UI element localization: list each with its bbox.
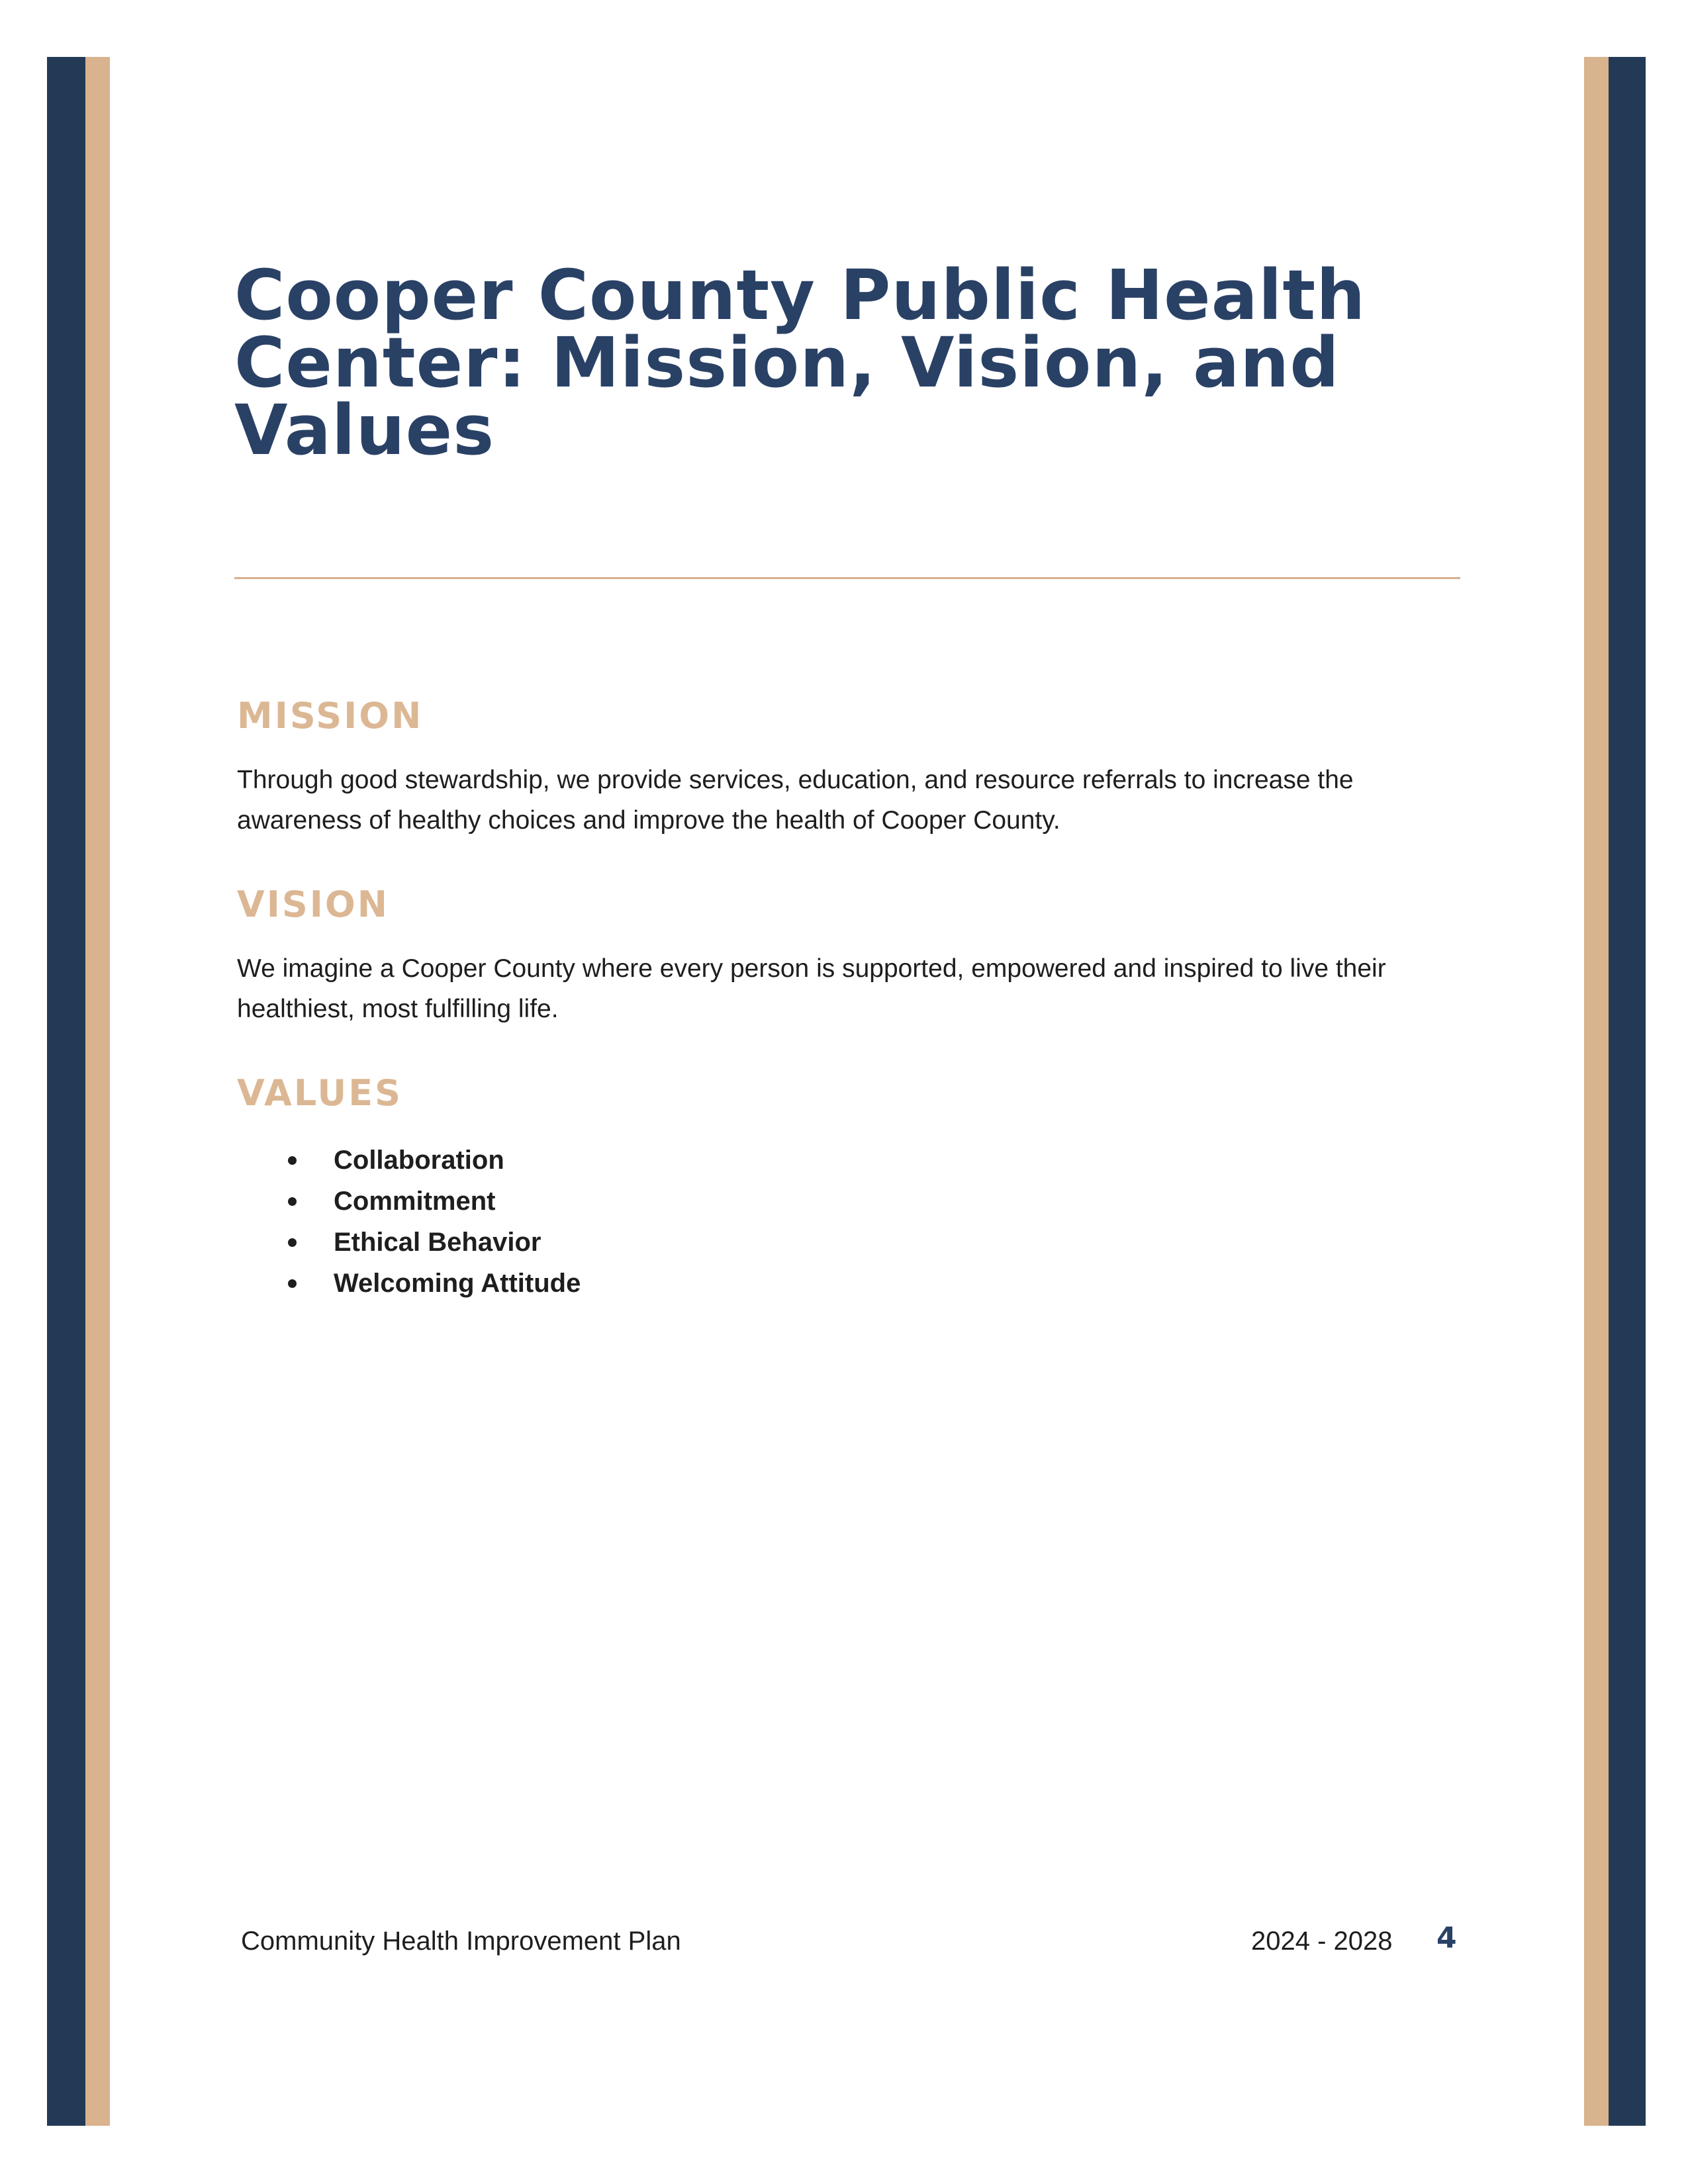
values-list (237, 1140, 581, 1304)
bullet-icon (288, 1279, 297, 1288)
bullet-icon (288, 1238, 297, 1247)
value-label: Welcoming Attitude (334, 1269, 581, 1298)
value-label: Collaboration (334, 1146, 504, 1175)
left-tan-stripe (85, 57, 110, 2126)
value-label: Commitment (334, 1187, 496, 1216)
bullet-icon (288, 1156, 297, 1165)
value-label: Ethical Behavior (334, 1228, 541, 1257)
values-heading: VALUES (237, 1072, 403, 1114)
vision-heading: VISION (237, 884, 389, 925)
list-item (237, 1140, 581, 1181)
footer-plan-name: Community Health Improvement Plan (241, 1927, 681, 1956)
vision-text: We imagine a Cooper County where every person is supported, empowered and inspired to live their healthiest, most fulfilling life. (237, 954, 1386, 1023)
title-divider (234, 577, 1460, 579)
right-tan-stripe (1584, 57, 1609, 2126)
list-item (237, 1181, 581, 1222)
bullet-icon (288, 1197, 297, 1206)
page-title: Cooper County Public Health Center: Mission, Vision, and Values (234, 255, 1366, 471)
list-item (237, 1222, 581, 1263)
page-number: 4 (1436, 1921, 1457, 1955)
mission-text: Through good stewardship, we provide services, education, and resource referrals to increase the awareness of healthy choices and improve the health of Cooper County. (237, 766, 1354, 835)
right-navy-stripe (1609, 57, 1646, 2126)
mission-heading: MISSION (237, 695, 424, 737)
footer-years: 2024 - 2028 (1251, 1927, 1393, 1956)
left-navy-stripe (47, 57, 85, 2126)
list-item (237, 1263, 581, 1304)
